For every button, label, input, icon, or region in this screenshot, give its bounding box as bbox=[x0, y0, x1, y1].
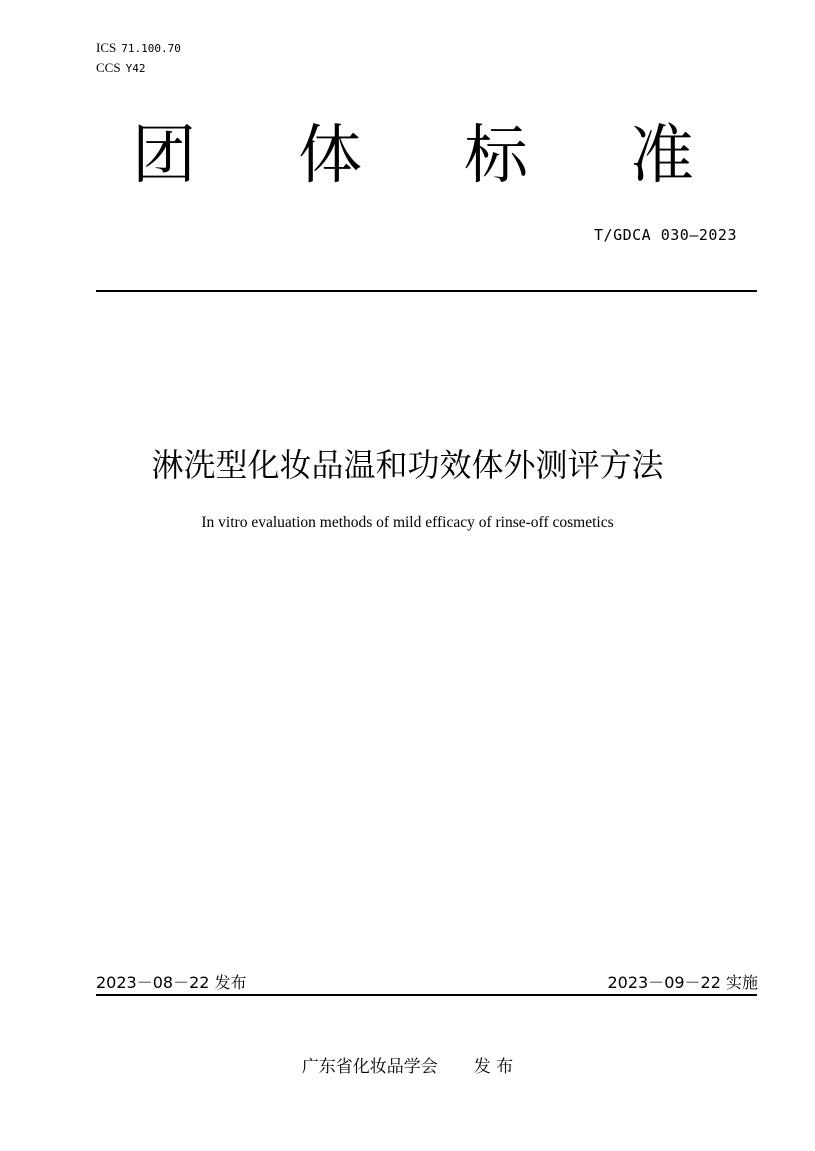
ccs-label: CCS bbox=[96, 60, 121, 75]
title-chinese: 淋洗型化妆品温和功效体外测评方法 bbox=[151, 446, 664, 484]
publisher-name: 广东省化妆品学会 bbox=[301, 1057, 438, 1077]
publisher-action: 发 布 bbox=[473, 1057, 514, 1077]
ccs-value: Y42 bbox=[125, 62, 146, 75]
standard-number: T/GDCA 030—2023 bbox=[594, 226, 737, 244]
ics-line bbox=[96, 40, 181, 57]
ccs-line bbox=[96, 60, 145, 77]
bottom-divider bbox=[96, 994, 757, 996]
ics-label: ICS bbox=[96, 40, 117, 55]
ics-value: 71.100.70 bbox=[121, 42, 181, 55]
banner-char-2: 体 bbox=[298, 119, 362, 193]
top-divider bbox=[96, 290, 757, 292]
publish-date: 2023－08－22 发布 bbox=[96, 973, 247, 992]
banner-char-1: 团 bbox=[132, 119, 196, 193]
banner-char-4: 准 bbox=[630, 119, 694, 193]
banner-char-3: 标 bbox=[464, 119, 528, 193]
title-english: In vitro evaluation methods of mild efficacy of rinse-off cosmetics bbox=[201, 514, 614, 531]
publisher-line bbox=[0, 1052, 815, 1077]
implement-date: 2023－09－22 实施 bbox=[607, 973, 758, 992]
